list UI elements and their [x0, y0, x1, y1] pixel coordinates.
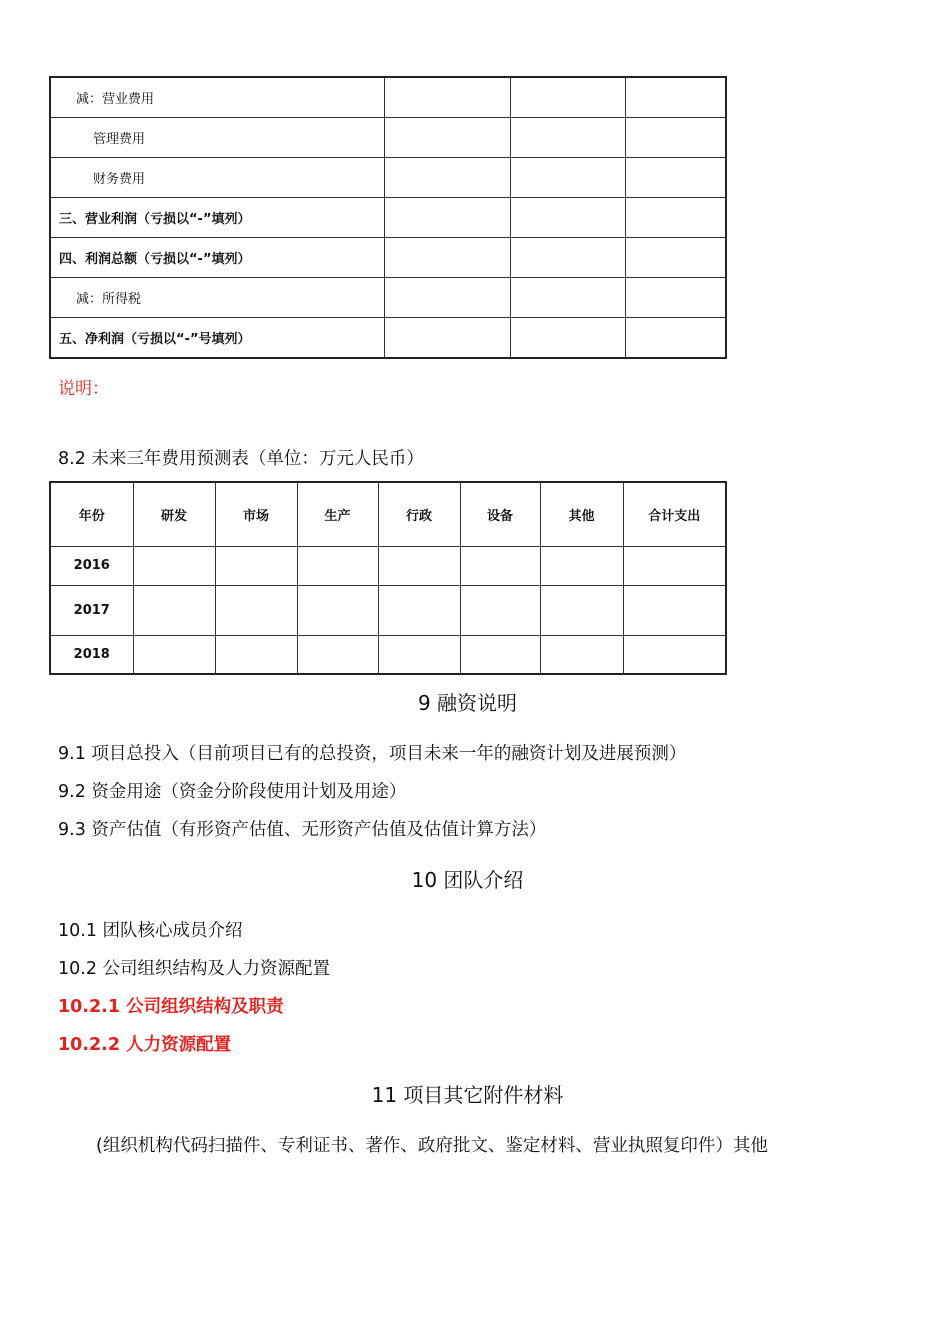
- value-cell[interactable]: [540, 546, 623, 585]
- value-cell[interactable]: [384, 238, 510, 278]
- value-cell[interactable]: [540, 635, 623, 674]
- value-cell[interactable]: [460, 635, 540, 674]
- column-header: 市场: [215, 482, 297, 546]
- column-header: 设备: [460, 482, 540, 546]
- value-cell[interactable]: [378, 585, 460, 635]
- section-11-text: (组织机构代码扫描件、专利证书、著作、政府批文、鉴定材料、营业执照复印件）其他: [96, 1136, 768, 1156]
- table-row: [50, 158, 726, 198]
- section-10-2-1: 10.2.1 公司组织结构及职责: [58, 997, 284, 1017]
- row-label: 三、营业利润（亏损以“-”填列）: [50, 198, 384, 238]
- section-10-title: 10 团队介绍: [411, 868, 524, 892]
- value-cell[interactable]: [625, 118, 726, 158]
- value-cell[interactable]: [625, 278, 726, 318]
- table-row: [50, 585, 726, 635]
- section-9-1: 9.1 项目总投入（目前项目已有的总投资，项目未来一年的融资计划及进展预测）: [58, 744, 687, 764]
- row-label: 管理费用: [50, 118, 384, 158]
- table-row: [50, 546, 726, 585]
- section-9-3: 9.3 资产估值（有形资产估值、无形资产估值及估值计算方法）: [58, 820, 547, 840]
- section-11-title: 11 项目其它附件材料: [371, 1083, 564, 1107]
- section-10-1: 10.1 团队核心成员介绍: [58, 921, 243, 941]
- value-cell[interactable]: [384, 77, 510, 118]
- row-label: 财务费用: [50, 158, 384, 198]
- table-row: [50, 238, 726, 278]
- year-cell: 2016: [50, 546, 133, 585]
- value-cell[interactable]: [384, 318, 510, 359]
- column-header: 研发: [133, 482, 215, 546]
- table-row: [50, 318, 726, 359]
- section-9-2: 9.2 资金用途（资金分阶段使用计划及用途）: [58, 782, 407, 802]
- row-label: 四、利润总额（亏损以“-”填列）: [50, 238, 384, 278]
- column-header: 生产: [297, 482, 378, 546]
- value-cell[interactable]: [623, 546, 726, 585]
- value-cell[interactable]: [510, 118, 625, 158]
- value-cell[interactable]: [384, 278, 510, 318]
- value-cell[interactable]: [625, 158, 726, 198]
- value-cell[interactable]: [510, 238, 625, 278]
- value-cell[interactable]: [133, 546, 215, 585]
- value-cell[interactable]: [623, 585, 726, 635]
- table-row: [50, 635, 726, 674]
- value-cell[interactable]: [378, 546, 460, 585]
- column-header: 行政: [378, 482, 460, 546]
- value-cell[interactable]: [133, 635, 215, 674]
- value-cell[interactable]: [384, 118, 510, 158]
- value-cell[interactable]: [215, 585, 297, 635]
- value-cell[interactable]: [384, 158, 510, 198]
- value-cell[interactable]: [384, 198, 510, 238]
- value-cell[interactable]: [297, 546, 378, 585]
- value-cell[interactable]: [133, 585, 215, 635]
- value-cell[interactable]: [625, 318, 726, 359]
- value-cell[interactable]: [297, 585, 378, 635]
- year-cell: 2017: [50, 585, 133, 635]
- value-cell[interactable]: [510, 278, 625, 318]
- row-label: 减：营业费用: [50, 77, 384, 118]
- section-8-2-title: 8.2 未来三年费用预测表（单位：万元人民币）: [58, 449, 424, 469]
- income-table: [49, 76, 727, 359]
- table-row: [50, 278, 726, 318]
- value-cell[interactable]: [215, 546, 297, 585]
- value-cell[interactable]: [540, 585, 623, 635]
- value-cell[interactable]: [460, 546, 540, 585]
- column-header: 其他: [540, 482, 623, 546]
- value-cell[interactable]: [625, 77, 726, 118]
- table-row: [50, 77, 726, 118]
- table-row: [50, 118, 726, 158]
- value-cell[interactable]: [510, 198, 625, 238]
- column-header: 合计支出: [623, 482, 726, 546]
- column-header: 年份: [50, 482, 133, 546]
- section-9-title: 9 融资说明: [417, 691, 518, 715]
- value-cell[interactable]: [623, 635, 726, 674]
- section-10-2: 10.2 公司组织结构及人力资源配置: [58, 959, 331, 979]
- value-cell[interactable]: [510, 77, 625, 118]
- value-cell[interactable]: [297, 635, 378, 674]
- section-10-2-2: 10.2.2 人力资源配置: [58, 1035, 232, 1055]
- note-label: 说明：: [58, 379, 109, 399]
- value-cell[interactable]: [510, 318, 625, 359]
- value-cell[interactable]: [460, 585, 540, 635]
- value-cell[interactable]: [625, 238, 726, 278]
- expense-forecast-table: [49, 481, 727, 675]
- value-cell[interactable]: [625, 198, 726, 238]
- year-cell: 2018: [50, 635, 133, 674]
- value-cell[interactable]: [510, 158, 625, 198]
- value-cell[interactable]: [378, 635, 460, 674]
- row-label: 减：所得税: [50, 278, 384, 318]
- row-label: 五、净利润（亏损以“-”号填列）: [50, 318, 384, 359]
- table-row: [50, 198, 726, 238]
- value-cell[interactable]: [215, 635, 297, 674]
